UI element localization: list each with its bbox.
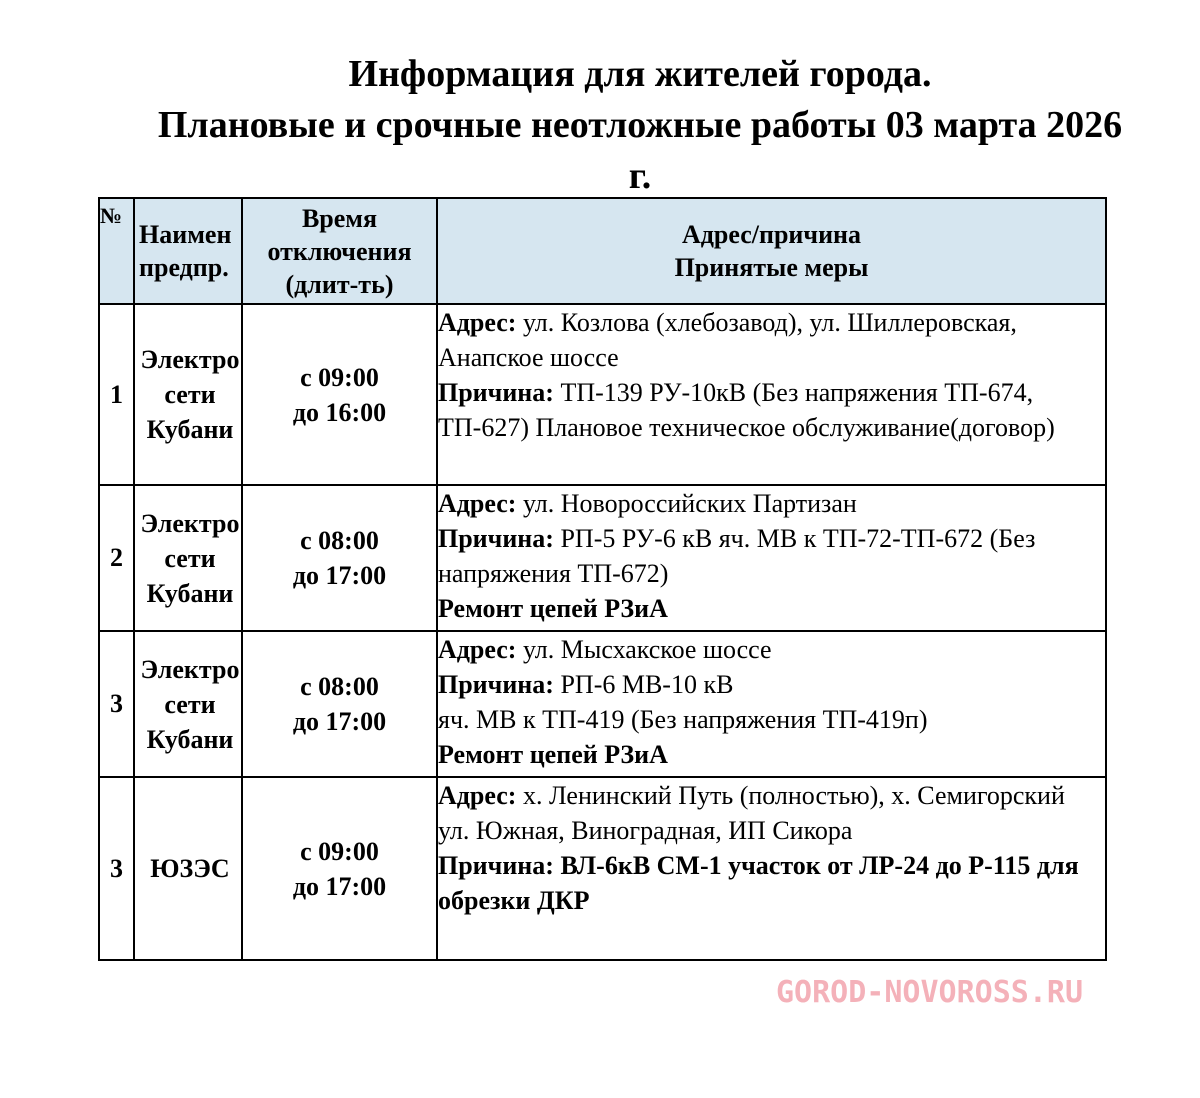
header-time-line2: отключения: [267, 236, 412, 266]
address-label: Адрес:: [438, 489, 517, 518]
row-time: [242, 777, 437, 960]
time-from: с 09:00: [300, 362, 379, 392]
row-number: 3: [99, 631, 134, 777]
row-number: 2: [99, 485, 134, 631]
reason-label: Причина:: [438, 378, 554, 407]
time-to: до 17:00: [292, 871, 387, 901]
reason-label: Причина:: [438, 851, 554, 880]
address-text: ул. Мысхакское шоссе: [516, 635, 772, 664]
table-row: [99, 485, 1106, 631]
row-organization: [134, 777, 242, 960]
address-text: ул. Новороссийских Партизан: [516, 489, 857, 518]
header-org-line1: Наимен: [139, 220, 232, 249]
site-watermark: GOROD-NOVOROSS.RU: [776, 975, 1084, 1010]
time-from: с 09:00: [300, 836, 379, 866]
row-organization: [134, 304, 242, 485]
row-number: 3: [99, 777, 134, 960]
row-time: [242, 304, 437, 485]
reason-text: ВЛ-6кВ СМ-1 участок от ЛР-24 до Р-115 для обрезки ДКР: [438, 851, 1079, 915]
row-time: [242, 485, 437, 631]
reason-label: Причина:: [438, 670, 554, 699]
organization-name: ЮЗЭС: [150, 854, 230, 883]
header-num: №: [99, 198, 134, 304]
header-time-line3: (длит-ть): [285, 269, 394, 299]
row-time: [242, 631, 437, 777]
time-to: до 16:00: [292, 397, 387, 427]
table-row: [99, 631, 1106, 777]
header-time-line1: Время: [301, 203, 378, 233]
address-label: Адрес:: [438, 635, 517, 664]
outage-table: [98, 197, 1107, 961]
measures-text: Ремонт цепей РЗиА: [438, 740, 668, 769]
reason-extra-text: яч. МВ к ТП-419 (Без напряжения ТП-419п): [438, 705, 928, 734]
reason-text: РП-6 МВ-10 кВ: [553, 670, 734, 699]
table-header-row: [99, 198, 1106, 304]
reason-label: Причина:: [438, 524, 554, 553]
header-address: [437, 198, 1106, 304]
address-text: ул. Козлова (хлебозавод), ул. Шиллеровская, Анапское шоссе: [438, 308, 1017, 372]
page-subtitle: Плановые и срочные неотложные работы 03 марта 2026: [157, 104, 1123, 146]
organization-name: Электро сети Кубани: [140, 654, 240, 754]
row-organization: [134, 631, 242, 777]
table-row: [99, 777, 1106, 960]
reason-text: ТП-139 РУ-10кВ (Без напряжения ТП-674, ТП-627) Плановое техническое обслуживание(договор): [438, 378, 1055, 442]
header-address-line1: Адрес/причина: [681, 220, 862, 249]
row-details: [437, 777, 1106, 960]
address-label: Адрес:: [438, 308, 517, 337]
header-time: [242, 198, 437, 304]
header-org: [134, 198, 242, 304]
row-organization: [134, 485, 242, 631]
row-details: [437, 485, 1106, 631]
time-to: до 17:00: [292, 707, 387, 736]
header-org-line2: предпр.: [139, 253, 229, 282]
time-from: с 08:00: [300, 526, 379, 555]
organization-name: Электро сети Кубани: [140, 345, 240, 444]
organization-name: Электро сети Кубани: [140, 508, 240, 608]
page-title: Информация для жителей города.: [348, 53, 932, 95]
address-label: Адрес:: [438, 781, 517, 810]
reason-text: РП-5 РУ-6 кВ яч. МВ к ТП-72-ТП-672 (Без напряжения ТП-672): [438, 524, 1036, 588]
table-row: [99, 304, 1106, 485]
time-to: до 17:00: [292, 561, 387, 590]
header-address-line2: Принятые меры: [674, 253, 869, 282]
row-number: 1: [99, 304, 134, 485]
row-details: [437, 304, 1106, 485]
time-from: с 08:00: [300, 672, 379, 701]
page-subtitle-end: г.: [628, 155, 652, 197]
address-extra-text: ул. Южная, Виноградная, ИП Сикора: [438, 816, 853, 845]
measures-text: Ремонт цепей РЗиА: [438, 594, 668, 623]
row-details: [437, 631, 1106, 777]
address-text: х. Ленинский Путь (полностью), х. Семигорский: [516, 781, 1065, 810]
